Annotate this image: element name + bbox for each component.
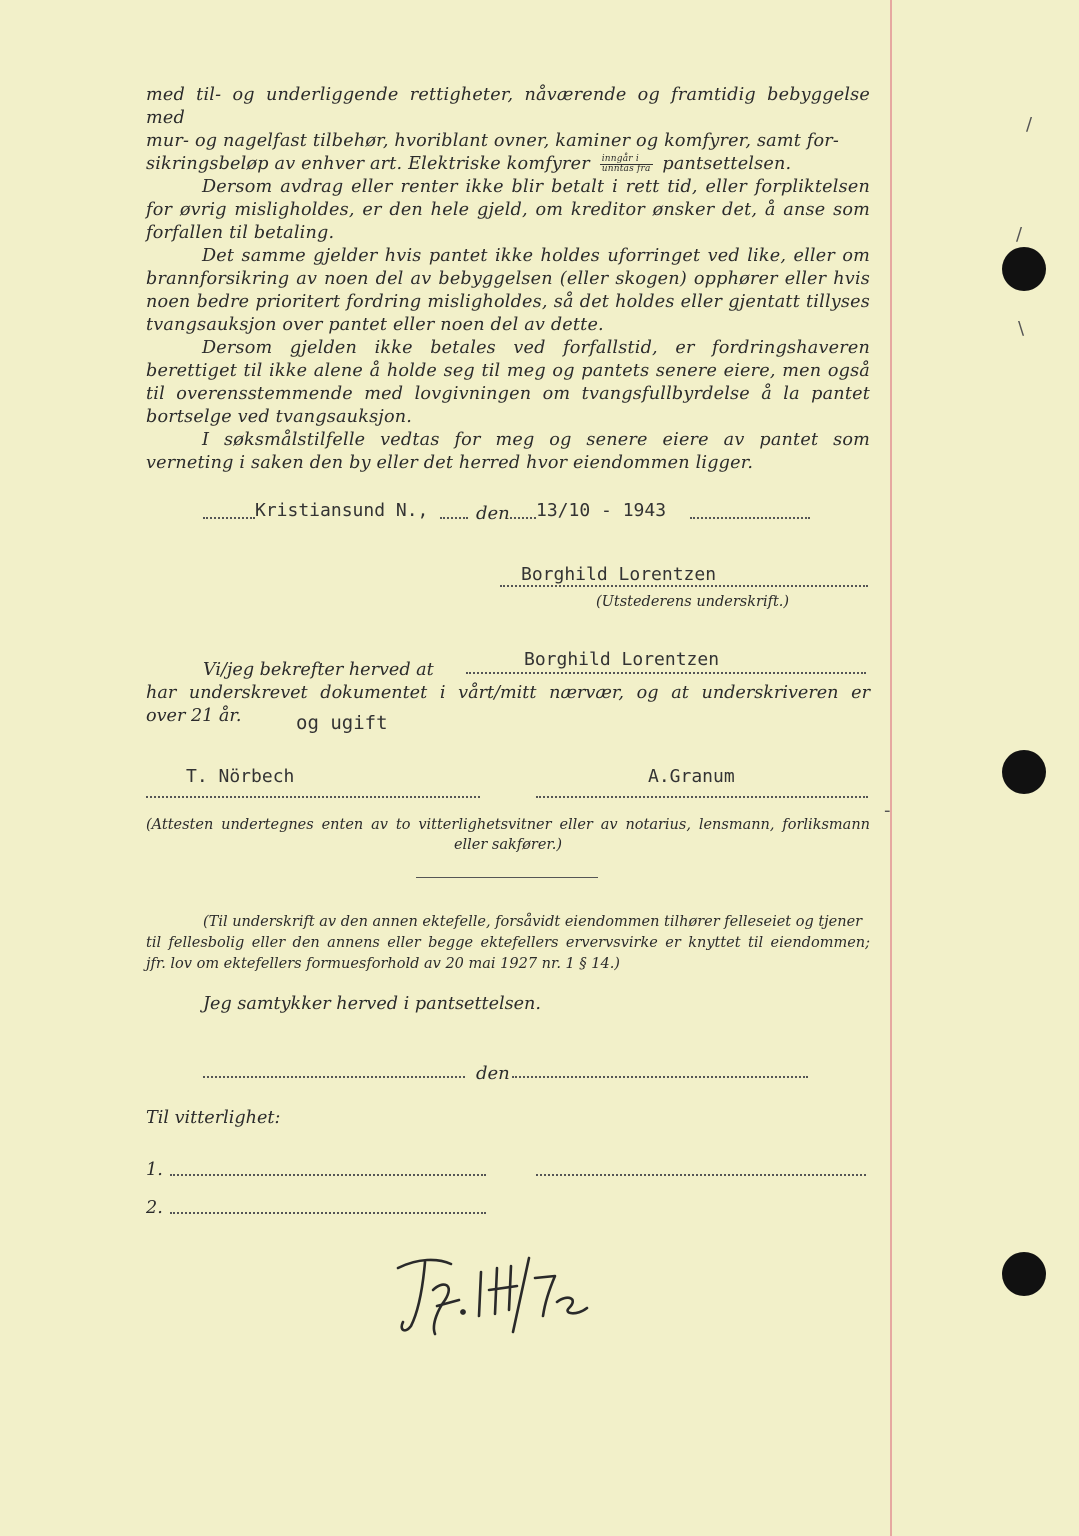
punch-hole-bottom (1002, 1252, 1046, 1296)
confirm-text: Vi/jeg bekrefter herved at (203, 660, 434, 680)
spouse-note: til fellesbolig eller den annens eller begge ektefellers ervervsvirke er knyttet til eiendommen; (146, 935, 870, 951)
fraction-top: inngår i (600, 155, 653, 165)
witness-signature-1: T. Nörbech (186, 766, 295, 787)
age-text: over 21 år. (146, 706, 242, 726)
signature-line (146, 796, 480, 798)
section-divider (416, 877, 598, 878)
issuer-signature: Borghild Lorentzen (521, 564, 717, 585)
signature-line (536, 1174, 866, 1176)
punch-hole-top (1002, 247, 1046, 291)
terms-line (146, 153, 870, 176)
handwritten-note (393, 1250, 593, 1340)
punch-hole-middle (1002, 750, 1046, 794)
dotted-line (690, 517, 810, 519)
dotted-line (440, 517, 468, 519)
witness-number: 1. (146, 1160, 163, 1180)
witness-caption: eller sakfører.) (453, 837, 563, 853)
maintenance-clause: Det samme gjelder hvis pantet ikke holdes uforringet ved like, eller om brannforsikring av noen del av bebyggelsen (eller skogen) opphører eller hvis noen bedre prioritert fordring misligholdes, så det holdes eller gjentatt tillyses tvangsauksjon over pantet eller noen del av dette. (146, 246, 870, 335)
confirmed-name: Borghild Lorentzen (524, 649, 720, 670)
place-value: Kristiansund N., (255, 500, 429, 521)
included-excluded-fraction (600, 155, 653, 174)
dotted-line (466, 672, 866, 674)
issuer-caption: (Utstederens underskrift.) (596, 594, 790, 610)
default-clause: Dersom avdrag eller renter ikke blir betalt i rett tid, eller forpliktelsen for øvrig misligholdes, er den hele gjeld, om kreditor ønsker det, å anse som forfallen til betaling. (146, 177, 870, 243)
spouse-note: jfr. lov om ektefellers formuesforhold av 20 mai 1927 nr. 1 § 14.) (146, 956, 620, 972)
terms-line: mur- og nagelfast tilbehør, hvoriblant ovner, kaminer og komfyrer, samt for- (146, 131, 840, 151)
date-value: 13/10 - 1943 (536, 500, 667, 521)
witness-number: 2. (146, 1198, 163, 1218)
signature-line (170, 1174, 486, 1176)
terms-line-end: pantsettelsen. (662, 154, 792, 174)
spouse-note: (Til underskrift av den annen ektefelle, forsåvidt eiendommen tilhører felleseiet og tjener (203, 914, 863, 930)
consent-text: Jeg samtykker herved i pantsettelsen. (203, 994, 541, 1014)
margin-tick: / (1026, 114, 1033, 135)
date-label: den (476, 1063, 510, 1084)
marital-status: og ugift (296, 712, 388, 734)
margin-rule (890, 0, 892, 1536)
enforcement-clause: Dersom gjelden ikke betales ved forfallstid, er fordringshaveren berettiget til ikke alene å holde seg til meg og pantets senere eiere, men også til overensstemmende med lovgivningen om tvangsfullbyrdelse å la pantet bortselge ved tvangsauksjon. (146, 338, 870, 427)
signature-line (536, 796, 868, 798)
date-label: den (476, 503, 510, 524)
margin-tick: - (884, 800, 891, 821)
mortgage-terms-text (146, 84, 870, 475)
margin-tick: / (1016, 224, 1023, 245)
witness-caption: (Attesten undertegnes enten av to vitterlighetsvitner eller av notarius, lensmann, forliksmann (146, 817, 870, 833)
witness-signature-2: A.Granum (648, 766, 735, 787)
venue-clause: I søksmålstilfelle vedtas for meg og senere eiere av pantet som verneting i saken den by eller det herred hvor eiendommen ligger. (146, 430, 870, 473)
margin-tick: \ (1018, 318, 1025, 339)
terms-line: med til- og underliggende rettigheter, nåværende og framtidig bebyggelse med (146, 85, 870, 128)
dotted-line (203, 517, 255, 519)
dotted-line (203, 1076, 465, 1078)
confirm-text: har underskrevet dokumentet i vårt/mitt nærvær, og at underskriveren er (146, 683, 870, 703)
signature-line (500, 585, 868, 587)
signature-line (170, 1212, 486, 1214)
dotted-line (510, 517, 536, 519)
fraction-bottom: unntas fra (601, 163, 651, 174)
terms-line-start: sikringsbeløp av enhver art. Elektriske komfyrer (146, 154, 590, 174)
dotted-line (512, 1076, 808, 1078)
witness-heading: Til vitterlighet: (146, 1108, 281, 1128)
